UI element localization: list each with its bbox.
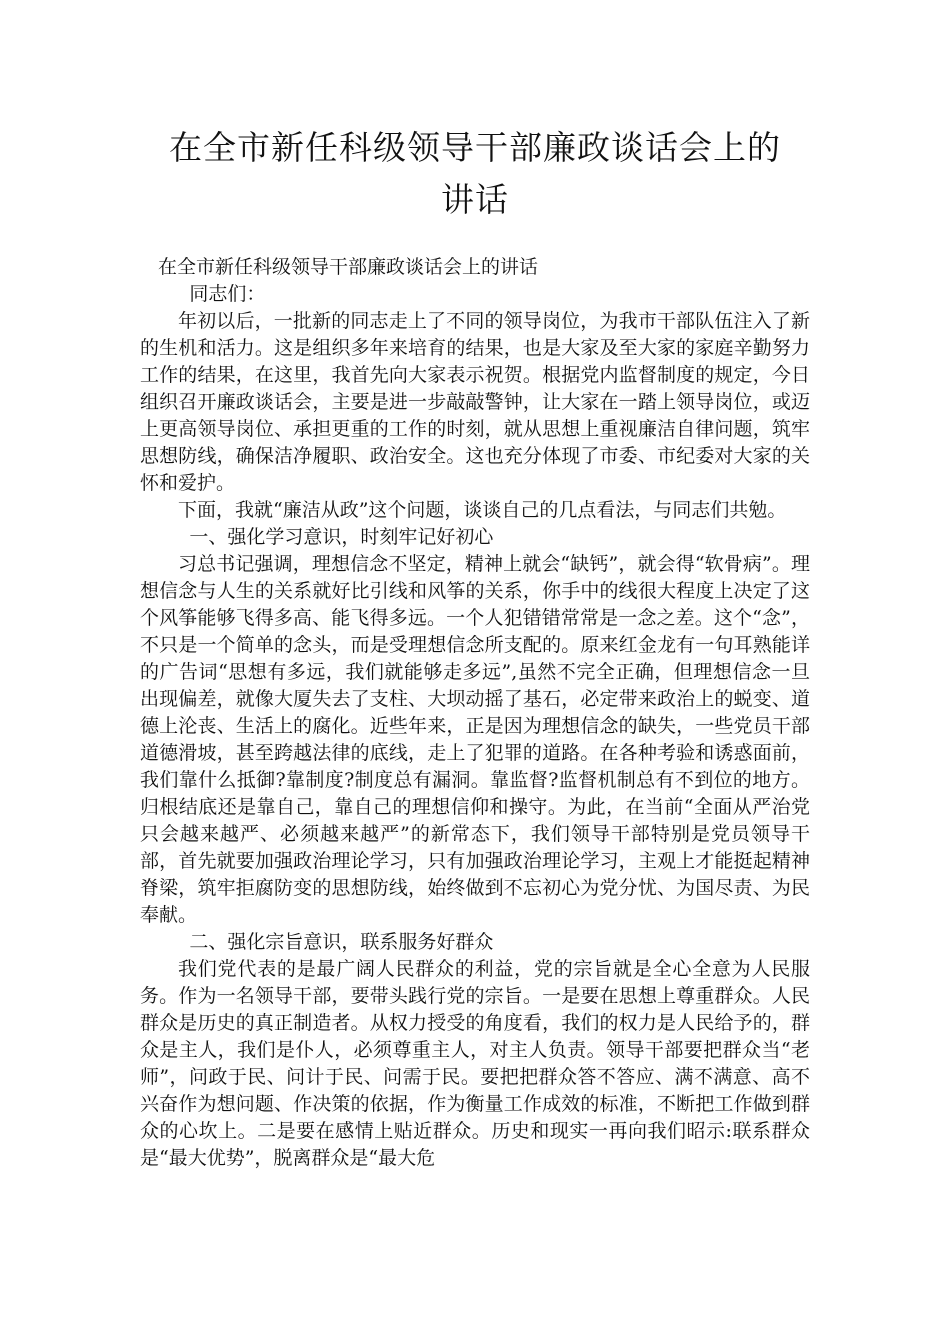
section-heading-1: 一、强化学习意识，时刻牢记好初心 [189,526,494,548]
document-title [140,122,810,226]
section-body-2: 我们党代表的是最广阔人民群众的利益，党的宗旨就是全心全意为人民服务。作为一名领导干部，要带头践行党的宗旨。一是要在思想上尊重群众。人民群众是历史的真正制造者。从权力授受的角度看，我们的权力是人民给予的，群众是主人，我们是仆人，必须尊重主人，对主人负责。领导干部要把群众当“老师”，问政于民、问计于民、问需于民。要把把群众答不答应、满不满意、高不兴奋作为想问题、作决策的依据，作为衡量工作成效的标准，不断把工作做到群众的心坎上。二是要在感情上贴近群众。历史和现实一再向我们昭示:联系群众是“最大优势”，脱离群众是“最大危 [140,958,810,1169]
document-title-line2: 讲话 [441,180,509,219]
section-body-1: 习总书记强调，理想信念不坚定，精神上就会“缺钙”，就会得“软骨病”。理想信念与人生的关系就好比引线和风筝的关系，你手中的线很大程度上决定了这个风筝能够飞得多高、能飞得多远。一个人犯错错常常是一念之差。这个“念”，不只是一个简单的念头，而是受理想信念所支配的。原来红金龙有一句耳熟能详的广告词“思想有多远，我们就能够走多远”,虽然不完全正确，但理想信念一旦出现偏差，就像大厦失去了支柱、大坝动摇了基石，必定带来政治上的蜕变、道德上沦丧、生活上的腐化。近些年来，正是因为理想信念的缺失，一些党员干部道德滑坡，甚至跨越法律的底线，走上了犯罪的道路。在各种考验和诱惑面前，我们靠什么抵御?靠制度?制度总有漏洞。靠监督?监督机制总有不到位的地方。归根结底还是靠自己，靠自己的理想信仰和操守。为此，在当前“全面从严治党只会越来越严、必须越来越严”的新常态下，我们领导干部特别是党员领导干部，首先就要加强政治理论学习，只有加强政治理论学习，主观上才能挺起精神脊梁，筑牢拒腐防变的思想防线，始终做到不忘初心为党分忧、为国尽责、为民奉献。 [140,553,810,926]
document-subtitle: 在全市新任科级领导干部廉政谈话会上的讲话 [158,256,539,278]
section-heading-2: 二、强化宗旨意识，联系服务好群众 [189,931,494,953]
document-title-line1: 在全市新任科级领导干部廉政谈话会上的 [169,128,781,167]
paragraph-intro: 年初以后，一批新的同志走上了不同的领导岗位，为我市干部队伍注入了新的生机和活力。这是组织多年来培育的结果，也是大家及至大家的家庭辛勤努力工作的结果，在这里，我首先向大家表示祝贺。根据党内监督制度的规定，今日组织召开廉政谈话会，主要是进一步敲敲警钟，让大家在一踏上领导岗位，或迈上更高领导岗位、承担更重的工作的时刻，就从思想上重视廉洁自律问题，筑牢思想防线，确保洁净履职、政治安全。这也充分体现了市委、市纪委对大家的关怀和爱护。 [140,310,810,494]
salutation: 同志们： [189,283,266,305]
paragraph-topic: 下面，我就“廉洁从政”这个问题，谈谈自己的几点看法，与同志们共勉。 [178,499,787,521]
